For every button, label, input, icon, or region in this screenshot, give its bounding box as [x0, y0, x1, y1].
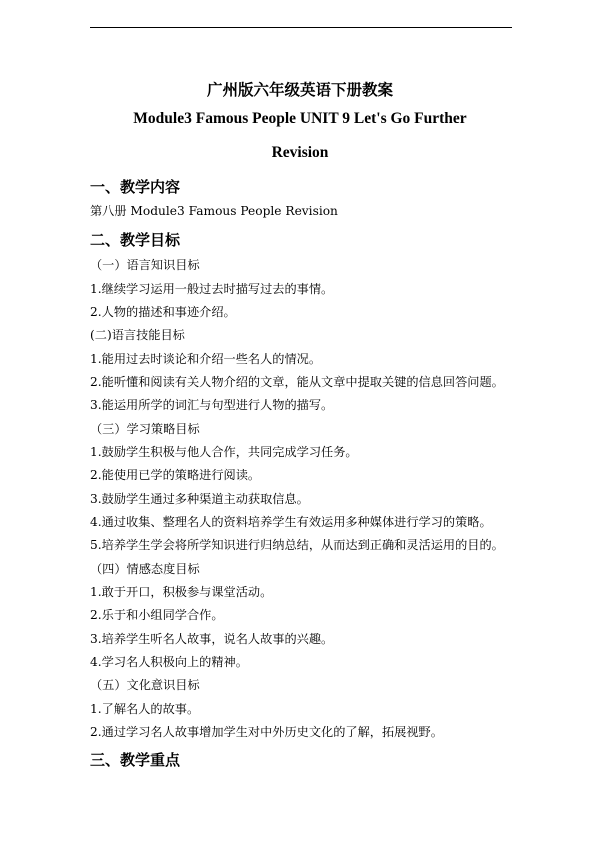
list-item: 3.培养学生听名人故事，说名人故事的兴趣。	[90, 632, 334, 646]
header-rule	[90, 27, 512, 28]
list-item: 5.培养学生学会将所学知识进行归纳总结，从而达到正确和灵活运用的目的。	[90, 538, 504, 552]
list-item: 2.乐于和小组同学合作。	[90, 608, 224, 622]
list-item: 1.继续学习运用一般过去时描写过去的事情。	[90, 282, 334, 296]
section-heading-objectives: 二、教学目标	[90, 231, 181, 249]
list-item: 1.鼓励学生积极与他人合作，共同完成学习任务。	[90, 445, 358, 459]
section-heading-key-points: 三、教学重点	[90, 751, 181, 769]
subsection-title: （三）学习策略目标	[90, 422, 200, 436]
list-item: 4.通过收集、整理名人的资料培养学生有效运用多种媒体进行学习的策略。	[90, 515, 492, 529]
list-item: 3.鼓励学生通过多种渠道主动获取信息。	[90, 492, 309, 506]
list-item: 3.能运用所学的词汇与句型进行人物的描写。	[90, 398, 334, 412]
subsection-title: （一）语言知识目标	[90, 258, 200, 272]
module-title: Module3 Famous People UNIT 9 Let's Go Further	[133, 110, 467, 127]
list-item: 1.能用过去时谈论和介绍一些名人的情况。	[90, 352, 322, 366]
section-heading-content: 一、教学内容	[90, 178, 181, 196]
subsection-title: （四）情感态度目标	[90, 562, 200, 576]
content-text: 第八册 Module3 Famous People Revision	[90, 204, 338, 218]
list-item: 1.了解名人的故事。	[90, 702, 200, 716]
list-item: 2.通过学习名人故事增加学生对中外历史文化的了解，拓展视野。	[90, 725, 443, 739]
list-item: 2.能听懂和阅读有关人物介绍的文章，能从文章中提取关键的信息回答问题。	[90, 375, 504, 389]
list-item: 1.敢于开口，积极参与课堂活动。	[90, 585, 273, 599]
list-item: 2.人物的描述和事迹介绍。	[90, 305, 236, 319]
document-title: 广州版六年级英语下册教案	[206, 80, 393, 99]
module-subtitle: Revision	[271, 144, 329, 161]
subsection-title: （五）文化意识目标	[90, 678, 200, 692]
subsection-title: (二)语言技能目标	[90, 328, 185, 342]
list-item: 2.能使用已学的策略进行阅读。	[90, 468, 261, 482]
list-item: 4.学习名人积极向上的精神。	[90, 655, 248, 669]
